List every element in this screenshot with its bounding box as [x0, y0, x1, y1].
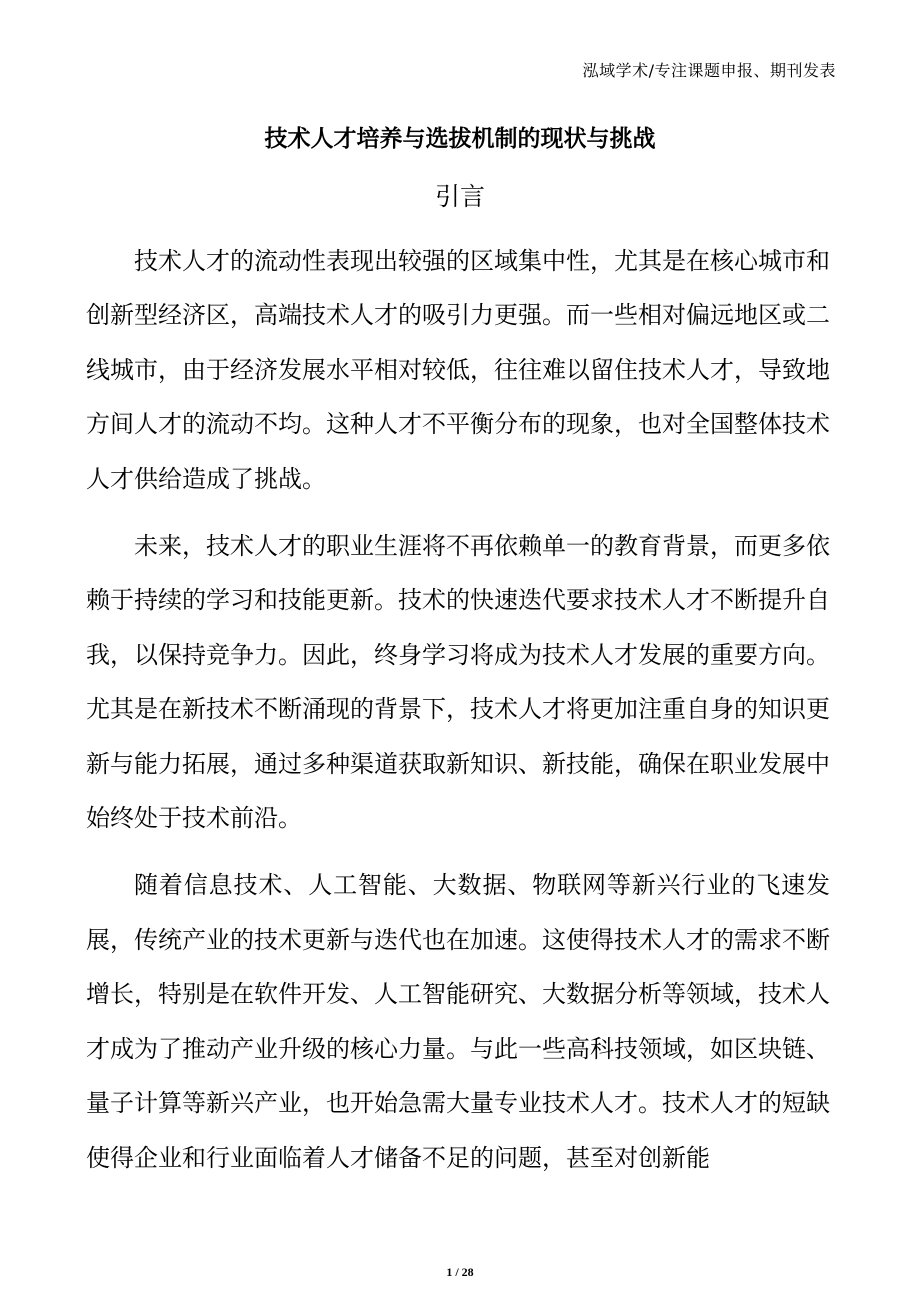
section-heading: 引言 — [434, 182, 485, 211]
header-brand-text: 泓域学术/专注课题申报、期刊发表 — [582, 61, 836, 80]
paragraph-3: 随着信息技术、人工智能、大数据、物联网等新兴行业的飞速发展，传统产业的技术更新与迭代也在加速。这使得技术人才的需求不断增长，特别是在软件开发、人工智能研究、大数据分析等领域，技术人才成为了推动产业升级的核心力量。与此一些高科技领域，如区块链、量子计算等新兴产业，也开始急需大量专业技术人才。技术人才的短缺使得企业和行业面临着人才储备不足的问题，甚至对创新能 — [86, 871, 830, 1172]
document-title: 技术人才培养与选拔机制的现状与挑战 — [264, 126, 656, 152]
page-number: 1 / 28 — [446, 1265, 474, 1279]
paragraph-2: 未来，技术人才的职业生涯将不再依赖单一的教育背景，而更多依赖于持续的学习和技能更新。技术的快速迭代要求技术人才不断提升自我，以保持竞争力。因此，终身学习将成为技术人才发展的重要方向。尤其是在新技术不断涌现的背景下，技术人才将更加注重自身的知识更新与能力拓展，通过多种渠道获取新知识、新技能，确保在职业发展中始终处于技术前沿。 — [86, 532, 830, 833]
document-body — [86, 234, 830, 1185]
paragraph-1: 技术人才的流动性表现出较强的区域集中性，尤其是在核心城市和创新型经济区，高端技术人才的吸引力更强。而一些相对偏远地区或二线城市，由于经济发展水平相对较低，往往难以留住技术人才，导致地方间人才的流动不均。这种人才不平衡分布的现象，也对全国整体技术人才供给造成了挑战。 — [86, 247, 830, 493]
